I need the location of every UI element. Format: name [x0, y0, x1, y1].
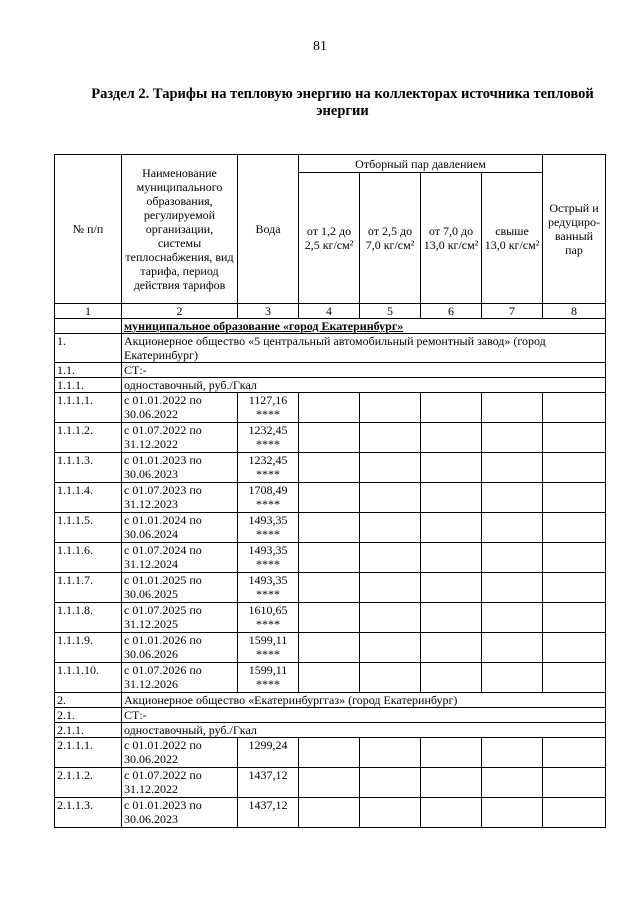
tariff-period-row: [55, 423, 606, 453]
empty-cell: [360, 513, 421, 543]
empty-cell: [360, 543, 421, 573]
column-number: 8: [543, 304, 606, 319]
empty-cell: [421, 483, 482, 513]
empty-cell: [482, 738, 543, 768]
empty-cell: [299, 483, 360, 513]
water-tariff: 1493,35 ****: [238, 573, 299, 603]
empty-cell: [421, 738, 482, 768]
empty-cell: [299, 573, 360, 603]
empty-cell: [299, 798, 360, 828]
org-row: [55, 693, 606, 708]
empty-cell: [543, 738, 606, 768]
empty-cell: [482, 663, 543, 693]
empty-cell: [421, 603, 482, 633]
page-number: 81: [313, 39, 327, 54]
empty-cell: [299, 423, 360, 453]
column-number: 4: [299, 304, 360, 319]
water-tariff: 1232,45 ****: [238, 423, 299, 453]
period: с 01.01.2026 по 30.06.2026: [122, 633, 238, 663]
empty-cell: [482, 798, 543, 828]
row-number: 2.1.1.2.: [55, 768, 122, 798]
empty-cell: [482, 543, 543, 573]
empty-cell: [421, 453, 482, 483]
header-num: № п/п: [55, 155, 122, 304]
period: с 01.07.2023 по 31.12.2023: [122, 483, 238, 513]
tariff-number: 2.1.1.: [55, 723, 122, 738]
header-pressure-1: от 1,2 до 2,5 кг/см²: [299, 173, 360, 304]
empty-cell: [299, 393, 360, 423]
row-number: 1.1.1.3.: [55, 453, 122, 483]
column-number: 6: [421, 304, 482, 319]
period: с 01.01.2023 по 30.06.2023: [122, 798, 238, 828]
tariff-type-row: [55, 723, 606, 738]
water-tariff: 1599,11 ****: [238, 633, 299, 663]
column-number: 2: [122, 304, 238, 319]
period: с 01.01.2022 по 30.06.2022: [122, 393, 238, 423]
water-tariff: 1610,65 ****: [238, 603, 299, 633]
empty-cell: [482, 573, 543, 603]
row-number: 2.1.1.1.: [55, 738, 122, 768]
tariff-period-row: [55, 798, 606, 828]
water-tariff: 1599,11 ****: [238, 663, 299, 693]
empty-cell: [360, 798, 421, 828]
tariff-period-row: [55, 543, 606, 573]
empty-cell: [360, 663, 421, 693]
empty-cell: [421, 573, 482, 603]
header-pressure-4: свыше 13,0 кг/см²: [482, 173, 543, 304]
tariff-type: одноставочный, руб./Гкал: [122, 378, 606, 393]
period: с 01.01.2025 по 30.06.2025: [122, 573, 238, 603]
system-row: [55, 708, 606, 723]
header-sharp-steam: Острый и редуциро-ванный пар: [543, 155, 606, 304]
tariff-type-row: [55, 378, 606, 393]
row-number: 1.1.1.9.: [55, 633, 122, 663]
empty-cell: [360, 483, 421, 513]
empty-cell: [421, 393, 482, 423]
empty-cell: [543, 513, 606, 543]
water-tariff: 1127,16 ****: [238, 393, 299, 423]
municipality-row: муниципальное образование «город Екатеринбург»: [122, 319, 606, 334]
row-number: 1.1.1.6.: [55, 543, 122, 573]
row-number: 1.1.1.8.: [55, 603, 122, 633]
empty-cell: [299, 543, 360, 573]
empty-cell: [543, 663, 606, 693]
empty-cell: [360, 453, 421, 483]
column-number: 5: [360, 304, 421, 319]
empty-cell: [360, 738, 421, 768]
empty-cell: [482, 453, 543, 483]
system-number: 1.1.: [55, 363, 122, 378]
tariff-period-row: [55, 738, 606, 768]
empty-cell: [482, 483, 543, 513]
empty-cell: [421, 663, 482, 693]
water-tariff: 1299,24: [238, 738, 299, 768]
empty-cell: [482, 393, 543, 423]
empty-cell: [543, 483, 606, 513]
empty-cell: [299, 603, 360, 633]
header-steam-group: Отборный пар давлением: [299, 155, 543, 173]
system-row: [55, 363, 606, 378]
period: с 01.01.2023 по 30.06.2023: [122, 453, 238, 483]
empty-cell: [299, 453, 360, 483]
period: с 01.07.2022 по 31.12.2022: [122, 423, 238, 453]
water-tariff: 1232,45 ****: [238, 453, 299, 483]
system-label: СТ:-: [122, 708, 606, 723]
empty-cell: [482, 633, 543, 663]
row-number: 1.1.1.5.: [55, 513, 122, 543]
water-tariff: 1493,35 ****: [238, 543, 299, 573]
column-number: 1: [55, 304, 122, 319]
water-tariff: 1437,12: [238, 798, 299, 828]
row-number: 1.1.1.2.: [55, 423, 122, 453]
empty-cell: [360, 633, 421, 663]
period: с 01.07.2026 по 31.12.2026: [122, 663, 238, 693]
empty-cell: [360, 603, 421, 633]
empty-cell: [482, 423, 543, 453]
tariff-number: 1.1.1.: [55, 378, 122, 393]
empty-cell: [543, 798, 606, 828]
empty-cell: [543, 573, 606, 603]
empty-cell: [421, 768, 482, 798]
row-number: 2.1.1.3.: [55, 798, 122, 828]
empty-cell: [543, 423, 606, 453]
empty-cell: [360, 768, 421, 798]
org-number: 1.: [55, 334, 122, 363]
empty-cell: [360, 423, 421, 453]
empty-cell: [543, 633, 606, 663]
empty-cell: [299, 738, 360, 768]
row-number: 1.1.1.1.: [55, 393, 122, 423]
org-name: Акционерное общество «5 центральный автомобильный ремонтный завод» (город Екатеринбург): [122, 334, 606, 363]
row-number: 1.1.1.4.: [55, 483, 122, 513]
water-tariff: 1437,12: [238, 768, 299, 798]
period: с 01.01.2022 по 30.06.2022: [122, 738, 238, 768]
empty-cell: [421, 423, 482, 453]
column-number: 3: [238, 304, 299, 319]
column-number: 7: [482, 304, 543, 319]
empty-cell: [543, 603, 606, 633]
tariff-period-row: [55, 393, 606, 423]
water-tariff: 1493,35 ****: [238, 513, 299, 543]
tariff-table: [54, 154, 606, 828]
org-row: [55, 334, 606, 363]
row-number: 1.1.1.10.: [55, 663, 122, 693]
empty-cell: [360, 393, 421, 423]
org-number: 2.: [55, 693, 122, 708]
empty-cell: [543, 543, 606, 573]
empty-cell: [482, 603, 543, 633]
empty-cell: [482, 768, 543, 798]
empty-cell: [299, 513, 360, 543]
empty-cell: [299, 633, 360, 663]
system-label: СТ:-: [122, 363, 606, 378]
system-number: 2.1.: [55, 708, 122, 723]
water-tariff: 1708,49 ****: [238, 483, 299, 513]
period: с 01.01.2024 по 30.06.2024: [122, 513, 238, 543]
org-name: Акционерное общество «Екатеринбурггаз» (город Екатеринбург): [122, 693, 606, 708]
header-pressure-2: от 2,5 до 7,0 кг/см²: [360, 173, 421, 304]
tariff-period-row: [55, 768, 606, 798]
tariff-period-row: [55, 603, 606, 633]
empty-cell: [421, 633, 482, 663]
empty-cell: [421, 513, 482, 543]
row-number: 1.1.1.7.: [55, 573, 122, 603]
empty-cell: [299, 663, 360, 693]
empty-cell: [421, 543, 482, 573]
tariff-period-row: [55, 633, 606, 663]
tariff-period-row: [55, 513, 606, 543]
empty-cell: [543, 393, 606, 423]
empty-cell: [360, 573, 421, 603]
header-water: Вода: [238, 155, 299, 304]
tariff-period-row: [55, 663, 606, 693]
tariff-type: одноставочный, руб./Гкал: [122, 723, 606, 738]
tariff-period-row: [55, 573, 606, 603]
period: с 01.07.2024 по 31.12.2024: [122, 543, 238, 573]
header-pressure-3: от 7,0 до 13,0 кг/см²: [421, 173, 482, 304]
tariff-period-row: [55, 453, 606, 483]
header-name: Наименование муниципального образования, регулируемой организации, системы теплоснабжения, вид тарифа, период действия тарифов: [122, 155, 238, 304]
empty-cell: [421, 798, 482, 828]
period: с 01.07.2025 по 31.12.2025: [122, 603, 238, 633]
empty-cell: [482, 513, 543, 543]
empty-cell: [543, 768, 606, 798]
empty-cell: [543, 453, 606, 483]
tariff-period-row: [55, 483, 606, 513]
period: с 01.07.2022 по 31.12.2022: [122, 768, 238, 798]
section-heading: Раздел 2. Тарифы на тепловую энергию на коллекторах источника тепловой энергии: [91, 86, 594, 119]
empty-cell: [299, 768, 360, 798]
